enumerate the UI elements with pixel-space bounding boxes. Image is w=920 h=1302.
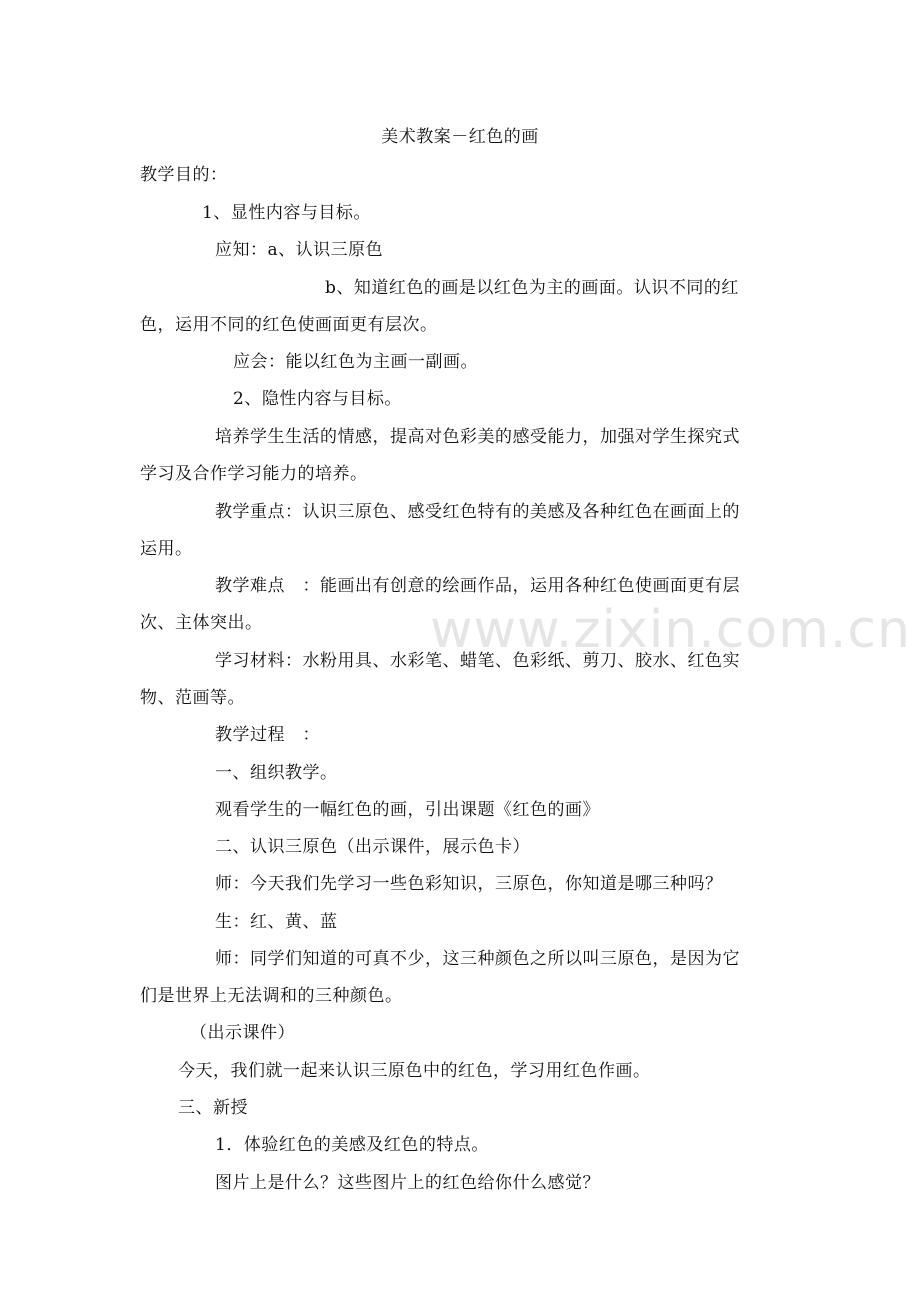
text-line: 物、范画等。 — [140, 688, 245, 708]
text-line: 师：同学们知道的可真不少，这三种颜色之所以叫三原色，是因为它 — [215, 949, 740, 969]
text-line: 色，运用不同的红色使画面更有层次。 — [140, 315, 438, 335]
text-line: 2、隐性内容与目标。 — [233, 389, 402, 409]
text-line: 培养学生生活的情感，提高对色彩美的感受能力，加强对学生探究式 — [215, 427, 740, 447]
text-line: 三、新授 — [178, 1098, 248, 1118]
document-title: 美术教案－红色的画 — [381, 127, 539, 147]
text-line: 们是世界上无法调和的三种颜色。 — [140, 986, 403, 1006]
text-line: 运用。 — [140, 539, 193, 559]
watermark: www.zixin.com.cn — [430, 600, 911, 660]
text-line: 1．体验红色的美感及红色的特点。 — [215, 1135, 489, 1155]
text-line: 教学过程 ： — [215, 725, 320, 745]
text-line: 生：红、黄、蓝 — [215, 912, 338, 932]
text-line: 教学难点 ：能画出有创意的绘画作品，运用各种红色使画面更有层 — [215, 576, 740, 596]
text-line: b、知道红色的画是以红色为主的画面。认识不同的红 — [325, 278, 739, 298]
text-line: 应会：能以红色为主画一副画。 — [233, 352, 478, 372]
text-line: 应知：a、认识三原色 — [215, 240, 384, 260]
text-line: 次、主体突出。 — [140, 613, 263, 633]
text-line: （出示课件） — [190, 1023, 295, 1043]
text-line: 图片上是什么？这些图片上的红色给你什么感觉？ — [215, 1173, 600, 1193]
text-line: 一、组织教学。 — [215, 763, 338, 783]
text-line: 教学重点：认识三原色、感受红色特有的美感及各种红色在画面上的 — [215, 502, 740, 522]
text-line: 学习及合作学习能力的培养。 — [140, 464, 368, 484]
text-line: 学习材料：水粉用具、水彩笔、蜡笔、色彩纸、剪刀、胶水、红色实 — [215, 651, 740, 671]
text-line: 今天，我们就一起来认识三原色中的红色，学习用红色作画。 — [178, 1061, 651, 1081]
text-line: 教学目的： — [140, 165, 228, 185]
text-line: 观看学生的一幅红色的画，引出课题《红色的画》 — [215, 800, 600, 820]
text-line: 1、显性内容与目标。 — [202, 203, 371, 223]
text-line: 师：今天我们先学习一些色彩知识，三原色，你知道是哪三种吗？ — [215, 874, 723, 894]
text-line: 二、认识三原色（出示课件，展示色卡） — [215, 837, 530, 857]
